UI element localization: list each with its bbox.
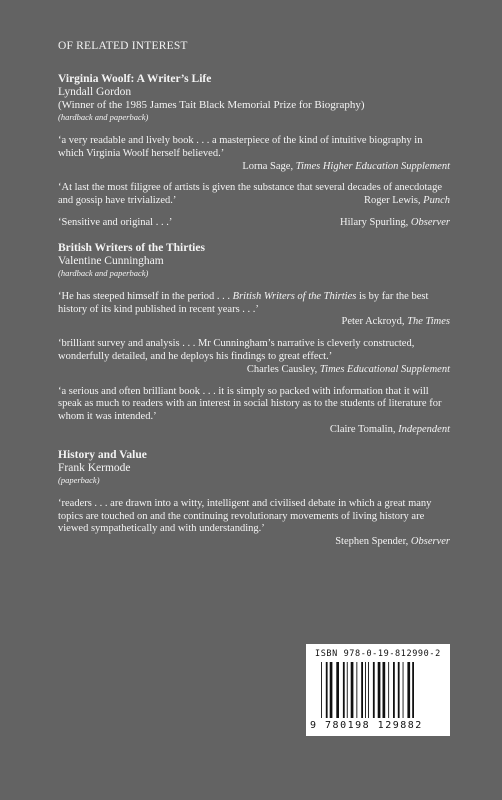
quote-text: ‘readers . . . are drawn into a witty, intelligent and civilised debate in which a great many topics are touched on and the continuing revolutionary movements of living history are viewed sympathetically and with understanding.’ (58, 497, 432, 535)
barcode-bar (398, 662, 400, 718)
review-quote (58, 498, 450, 549)
quote-source (58, 364, 450, 377)
isbn-digits: 9 780198 129882 (310, 720, 423, 731)
review-quote (58, 386, 450, 437)
book-author: Lyndall Gordon (58, 86, 132, 98)
review-quote (58, 291, 450, 329)
book-title: Virginia Woolf: A Writer’s Life (58, 73, 212, 85)
back-cover-text (58, 40, 450, 561)
quote-source (340, 217, 450, 230)
barcode-bar (388, 662, 389, 718)
quote-source (58, 536, 450, 549)
source-name: Charles Causley, (246, 363, 318, 375)
quote-source (364, 195, 450, 208)
book-entry-woolf (58, 73, 450, 230)
source-name: Claire Tomalin, (329, 423, 396, 435)
source-name: Hilary Spurling, (340, 216, 409, 228)
barcode-bar (407, 662, 410, 718)
barcode-bar (373, 662, 375, 718)
quote-text: ‘a very readable and lively book . . . a masterpiece of the kind of intuitive biography in which Virginia Woolf herself believed.’ (58, 135, 423, 159)
book-entry-history-value (58, 449, 450, 549)
barcode-bar (356, 662, 357, 718)
quoted-title: British Writers of the Thirties (232, 290, 357, 302)
barcode-bar (321, 662, 322, 718)
barcode-bar (412, 662, 414, 718)
review-quote (58, 217, 450, 230)
book-format: (hardback and paperback) (58, 267, 149, 278)
barcode-bar (336, 662, 339, 718)
book-prize: (Winner of the 1985 James Tait Black Memorial Prize for Biography) (58, 99, 365, 111)
barcode-bar (383, 662, 386, 718)
review-quote (58, 182, 450, 208)
source-name: Peter Ackroyd, (341, 316, 405, 328)
barcode-bar (330, 662, 333, 718)
barcode-bar (351, 662, 354, 718)
quote-text: ‘a serious and often brilliant book . . . it is simply so packed with information that it will speak as much to readers with an interest in social history as to the students of literature for whom it was intended.’ (58, 385, 442, 423)
review-quote (58, 135, 450, 173)
quote-body: ‘At last the most filigree of artists is given the substance that several decades of anecdotage and gossip have trivialized.’ (58, 182, 442, 207)
source-publication: Observer (410, 216, 450, 228)
quote-body: ‘He has steeped himself in the period . . . (58, 290, 233, 302)
quote-text: ‘brilliant survey and analysis . . . Mr Cunningham’s narrative is cleverly constructed, wonderfully detailed, and he deploys his findings to great effect.’ (58, 338, 415, 362)
source-name: Lorna Sage, (242, 160, 294, 172)
book-format: (hardback and paperback) (58, 112, 149, 122)
source-publication: Independent (398, 423, 450, 435)
isbn-label: ISBN 978-0-19-812990-2 (315, 649, 441, 659)
source-name: Stephen Spender, (335, 536, 409, 548)
book-title: History and Value (58, 448, 147, 461)
barcode-bars (320, 662, 440, 718)
quote-source (58, 424, 450, 437)
barcode-bar (347, 662, 348, 718)
source-publication: Times Educational Supplement (319, 363, 450, 375)
barcode-bar (368, 662, 369, 718)
barcode-bar (365, 662, 366, 718)
source-name: Roger Lewis, (363, 195, 421, 207)
barcode-bar (361, 662, 363, 718)
isbn-barcode (306, 644, 450, 736)
quote-body: is by far the best history of its kind published in recent years . . .’ (58, 290, 429, 315)
book-title: British Writers of the Thirties (58, 241, 205, 254)
quote-text (58, 182, 450, 208)
source-publication: Punch (423, 195, 450, 207)
book-format: (paperback) (58, 474, 100, 485)
quote-body: ‘Sensitive and original . . .’ (58, 216, 173, 228)
source-publication: The Times (407, 316, 450, 328)
source-publication: Observer (410, 536, 450, 548)
section-heading: OF RELATED INTEREST (58, 40, 188, 52)
barcode-bar (326, 662, 328, 718)
book-entry-thirties (58, 242, 450, 437)
barcode-bar (378, 662, 381, 718)
review-quote (58, 338, 450, 376)
book-author: Frank Kermode (58, 461, 131, 474)
quote-text (58, 291, 450, 317)
source-publication: Times Higher Education Supplement (295, 160, 450, 172)
quote-source (58, 161, 450, 174)
barcode-bar (393, 662, 395, 718)
barcode-bar (343, 662, 345, 718)
book-author: Valentine Cunningham (58, 254, 164, 267)
quote-source (58, 316, 450, 329)
barcode-bar (403, 662, 404, 718)
quote-text (58, 217, 450, 230)
